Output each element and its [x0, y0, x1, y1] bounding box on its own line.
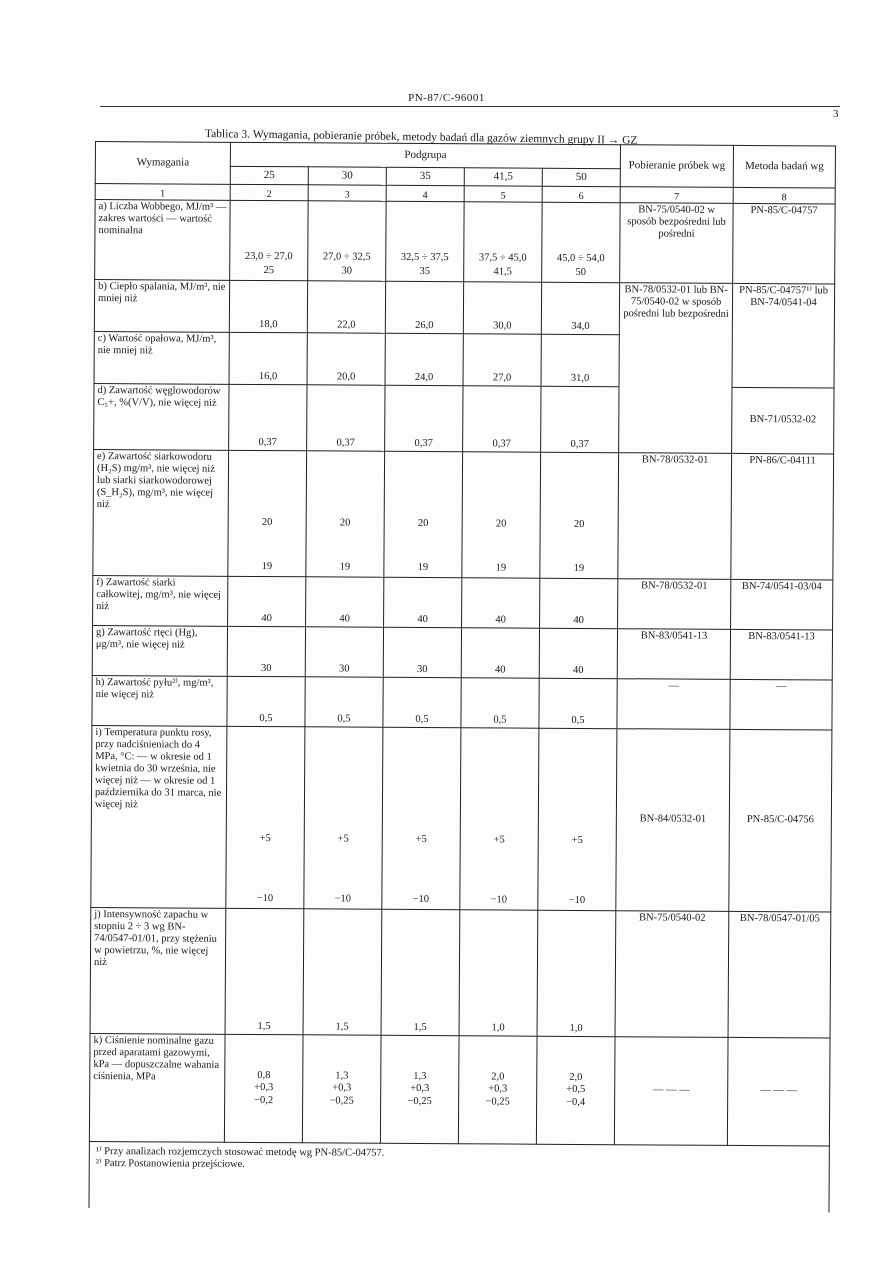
- spacer: [385, 848, 456, 892]
- column-number: 3: [308, 185, 386, 201]
- nominal-value: 50: [575, 266, 587, 278]
- value-cell: 1,0: [537, 910, 616, 1036]
- spacer: [463, 848, 534, 892]
- value-cell: 40: [539, 628, 617, 678]
- value-cell: 1,5: [225, 908, 304, 1034]
- method-ref: PN-85/C-04757¹⁾ lub BN-74/0541-04: [732, 283, 835, 388]
- value-cell: 1,5: [303, 909, 382, 1035]
- method-ref: BN-83/0541-13: [730, 629, 832, 680]
- value-cell: 30,0: [463, 282, 541, 334]
- value-cell: 20,0: [307, 333, 385, 385]
- spacer: [307, 847, 378, 891]
- winter-value: −10: [568, 894, 586, 906]
- method-ref: — — —: [727, 1037, 830, 1146]
- value-cell: [380, 1035, 459, 1143]
- header-rule: [100, 106, 840, 107]
- document-code: PN-87/C-96001: [408, 92, 485, 104]
- subgroup-header: 35: [386, 167, 464, 185]
- range-value: 37,5 ÷ 45,0: [478, 252, 527, 264]
- sampling-ref: — — —: [614, 1037, 728, 1146]
- page-number: 3: [833, 108, 839, 120]
- spacer: [465, 532, 536, 560]
- sh2s-value: 19: [339, 561, 351, 573]
- spacer: [387, 532, 458, 560]
- h2s-value: 20: [495, 518, 507, 530]
- table-wrapper: [88, 141, 836, 1213]
- value-cell: 26,0: [385, 281, 463, 333]
- requirement-label: c) Wartość opałowa, MJ/m³, nie mniej niż: [94, 331, 229, 384]
- table-row: [94, 280, 834, 337]
- sampling-ref: BN-75/0540-02: [615, 911, 729, 1038]
- header-wymagania: Wymagania: [95, 142, 230, 185]
- sampling-ref: BN-78/0532-01 lub BN-75/0540-02 w sposób pośredni lub bezpośredni: [619, 283, 733, 454]
- footnote-2: ²⁾ Patrz Postanowienia przejściowe.: [95, 1158, 245, 1170]
- minus-tolerance: −0,25: [329, 1094, 354, 1107]
- value-cell: 1,5: [381, 909, 460, 1035]
- value-cell: 22,0: [307, 281, 385, 333]
- nominal-value: 25: [263, 264, 274, 277]
- value-cell: [304, 727, 383, 909]
- value-cell: 27,0: [463, 334, 541, 386]
- requirement-label: e) Zawartość siarkowodoru (H₂S) mg/m³, nie więcej niż lub siarki siarkowodorowej (S_H₂S), mg/m³, nie więcej niż: [93, 449, 229, 576]
- table-row: [93, 575, 833, 630]
- nominal-value: 41,5: [493, 266, 512, 278]
- minus-tolerance: −0,25: [485, 1095, 510, 1108]
- column-number: 1: [95, 184, 230, 201]
- sampling-ref: BN-75/0540-02 w sposób bezpośredni lub pośredni: [620, 203, 733, 284]
- subgroup-header: 25: [230, 166, 308, 184]
- winter-value: −10: [256, 892, 274, 905]
- summer-value: +5: [415, 833, 427, 845]
- value-cell: 40: [461, 628, 539, 678]
- winter-value: −10: [412, 893, 430, 905]
- value-cell: 18,0: [229, 280, 307, 332]
- table-row: [90, 907, 831, 1038]
- value-cell: 16,0: [229, 332, 307, 384]
- requirement-label: f) Zawartość siarki całkowitej, mg/m³, nie więcej niż: [93, 575, 228, 626]
- footnotes: [89, 1141, 829, 1212]
- requirement-label: j) Intensywność zapachu w stopniu 2 ÷ 3 wg BN-74/0547-01/01, przy stężeniu w powietrzu, %, nie więcej niż: [90, 907, 226, 1034]
- footnote-1: ¹⁾ Przy analizach rozjemczych stosować metodę wg PN-85/C-04757.: [95, 1146, 385, 1159]
- value-cell: [302, 1035, 381, 1143]
- column-number: 7: [620, 187, 733, 204]
- requirement-label: g) Zawartość rtęci (Hg), μg/m³, nie więcej niż: [92, 625, 227, 676]
- value-cell: [384, 451, 463, 577]
- sampling-ref: BN-78/0532-01: [618, 579, 731, 630]
- nominal-pressure: 0,8: [257, 1070, 271, 1082]
- nominal-pressure: 2,0: [491, 1071, 505, 1083]
- value-cell: 1,0: [459, 910, 538, 1036]
- method-ref: PN-86/C-04111: [731, 453, 834, 580]
- range-value: 23,0 ÷ 27,0: [244, 250, 293, 263]
- method-ref: BN-71/0532-02: [732, 387, 834, 454]
- summer-value: +5: [337, 833, 349, 845]
- minus-tolerance: −0,25: [407, 1095, 432, 1107]
- table-row: [95, 200, 836, 285]
- value-cell: 40: [540, 578, 618, 628]
- subgroup-header: 50: [542, 168, 620, 186]
- spacer: [309, 531, 380, 559]
- value-cell: [536, 1036, 615, 1144]
- summer-value: +5: [571, 834, 583, 846]
- value-cell: 0,5: [539, 678, 617, 728]
- sampling-ref: BN-84/0532-01: [616, 729, 730, 912]
- winter-value: −10: [334, 893, 352, 905]
- range-value: 45,0 ÷ 54,0: [556, 252, 605, 264]
- value-cell: 30: [305, 627, 383, 677]
- header-metoda: Metoda badań wg: [733, 145, 835, 188]
- value-cell: 40: [228, 576, 306, 626]
- value-cell: 0,5: [305, 677, 383, 727]
- requirement-label: b) Ciepło spalania, MJ/m³, nie mniej niż: [94, 280, 229, 333]
- spacer: [541, 849, 612, 893]
- value-cell: 34,0: [541, 282, 619, 334]
- plus-tolerance: +0,3: [410, 1083, 430, 1095]
- nominal-value: 35: [419, 265, 430, 277]
- nominal-pressure: 2,0: [569, 1072, 583, 1084]
- header-pobieranie: Pobieranie próbek wg: [620, 145, 733, 188]
- nominal-pressure: 1,3: [335, 1070, 349, 1082]
- plus-tolerance: +0,3: [254, 1082, 274, 1094]
- value-cell: 40: [306, 577, 384, 627]
- value-cell: [228, 450, 307, 576]
- nominal-value: 30: [341, 265, 352, 277]
- table-row: [92, 675, 832, 730]
- footnote-row: [89, 1141, 829, 1212]
- value-cell: [382, 727, 461, 909]
- range-value: 27,0 ÷ 32,5: [322, 251, 371, 263]
- value-cell: [308, 201, 386, 281]
- minus-tolerance: −0,4: [566, 1096, 586, 1108]
- method-ref: BN-74/0541-03/04: [731, 579, 833, 630]
- sh2s-value: 19: [261, 560, 273, 573]
- value-cell: [462, 452, 541, 578]
- spacer: [231, 531, 302, 559]
- table-row: [92, 625, 832, 680]
- column-number: 2: [230, 184, 308, 200]
- sampling-ref: BN-78/0532-01: [618, 453, 732, 580]
- column-number: 5: [464, 186, 542, 202]
- value-cell: 0,37: [463, 386, 541, 452]
- table-caption: Tablica 3. Wymagania, pobieranie próbek, metody badań dla gazów ziemnych grupy II → GZ: [204, 128, 638, 147]
- value-cell: [542, 202, 621, 282]
- plus-tolerance: +0,3: [332, 1082, 352, 1095]
- header-podgrupa: Podgrupa: [230, 142, 620, 168]
- value-cell: 40: [462, 578, 540, 628]
- plus-tolerance: +0,3: [488, 1083, 508, 1096]
- subgroup-header: 30: [308, 167, 386, 185]
- value-cell: [386, 201, 464, 281]
- h2s-value: 20: [261, 516, 273, 528]
- value-cell: 0,5: [227, 676, 305, 726]
- value-cell: 40: [384, 577, 462, 627]
- requirement-label: k) Ciśnienie nominalne gazu przed aparatami gazowymi, kPa — dopuszczalne wahania ciśnienia, MPa: [89, 1033, 225, 1142]
- method-ref: PN-85/C-04756: [729, 729, 832, 912]
- value-cell: [540, 452, 619, 578]
- value-cell: [538, 728, 617, 910]
- column-number: 8: [733, 187, 835, 204]
- value-cell: [458, 1036, 537, 1144]
- summer-value: +5: [493, 834, 505, 846]
- value-cell: 24,0: [385, 333, 463, 385]
- summer-value: +5: [259, 832, 271, 844]
- sh2s-value: 19: [573, 562, 585, 574]
- column-number: 4: [386, 185, 464, 201]
- range-value: 32,5 ÷ 37,5: [400, 251, 449, 264]
- value-cell: 0,37: [229, 384, 307, 450]
- value-cell: 0,5: [383, 677, 461, 727]
- method-ref: BN-78/0547-01/05: [728, 911, 831, 1038]
- value-cell: 31,0: [541, 334, 619, 386]
- value-cell: [464, 202, 542, 282]
- sh2s-value: 19: [417, 561, 429, 573]
- h2s-value: 20: [339, 517, 351, 529]
- value-cell: 0,5: [461, 678, 539, 728]
- sampling-ref: BN-83/0541-13: [617, 629, 730, 680]
- column-number: 6: [542, 186, 620, 202]
- table-row: [91, 725, 832, 912]
- table-row: [89, 1033, 830, 1146]
- requirement-label: h) Zawartość pyłu²⁾, mg/m³, nie więcej niż: [92, 675, 227, 726]
- value-cell: [224, 1034, 303, 1142]
- spacer: [229, 847, 300, 891]
- plus-tolerance: +0,5: [566, 1084, 586, 1096]
- value-cell: 30: [227, 626, 305, 676]
- value-cell: [226, 726, 305, 908]
- spacer: [543, 533, 614, 561]
- value-cell: [460, 728, 539, 910]
- value-cell: 30: [383, 627, 461, 677]
- value-cell: [306, 451, 385, 577]
- h2s-value: 20: [417, 517, 429, 529]
- winter-value: −10: [490, 894, 508, 906]
- value-cell: 0,37: [385, 385, 463, 451]
- sampling-ref: —: [617, 679, 730, 730]
- sh2s-value: 19: [495, 562, 507, 574]
- value-cell: 0,37: [541, 386, 619, 452]
- requirement-label: i) Temperatura punktu rosy, przy nadciśnieniach do 4 MPa, °C: — w okresie od 1 kwietnia do 30 września, nie więcej niż — w okresie od 1 października do 31 marca, nie więcej niż: [91, 725, 227, 908]
- value-cell: [230, 200, 308, 280]
- h2s-value: 20: [573, 518, 585, 530]
- requirement-label: d) Zawartość węglowodorów C₅+, %(V/V), nie więcej niż: [94, 383, 229, 450]
- value-cell: 0,37: [307, 385, 385, 451]
- nominal-pressure: 1,3: [413, 1071, 427, 1083]
- table-row: [93, 449, 834, 580]
- minus-tolerance: −0,2: [254, 1094, 274, 1106]
- method-ref: PN-85/C-04757: [733, 203, 835, 284]
- requirement-label: a) Liczba Wobbego, MJ/m³ — zakres wartości — wartość nominalna: [95, 200, 230, 281]
- requirements-table: [88, 141, 836, 1213]
- subgroup-header: 41,5: [464, 168, 542, 186]
- method-ref: —: [730, 679, 832, 730]
